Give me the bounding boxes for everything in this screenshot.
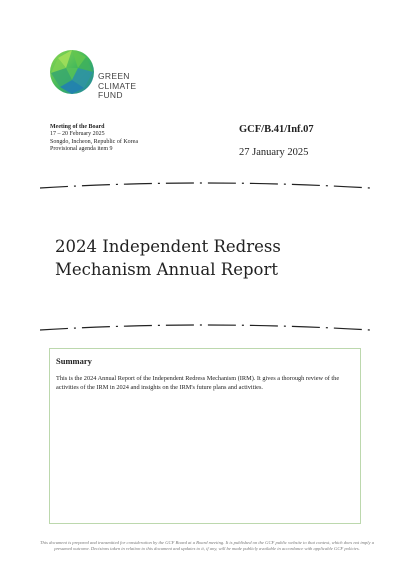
logo-line-3: FUND xyxy=(98,90,123,100)
document-date: 27 January 2025 xyxy=(239,147,309,158)
footer-disclaimer: This document is prepared and transmitted for consideration by the GCF Board at a Board meeting. It is published on the GCF public website to that context, which does not imply a presumed outcome. Decisions taken in relation to this document and updates to it, if any, will be made publicly available in accordance with applicable GCF policies. xyxy=(40,540,374,552)
meeting-location: Songdo, Incheon, Republic of Korea xyxy=(50,138,138,145)
logo-line-2: CLIMATE xyxy=(98,80,137,91)
document-id: GCF/B.41/Inf.07 xyxy=(239,124,314,135)
document-title xyxy=(55,235,281,281)
title-line-2: Mechanism Annual Report xyxy=(55,260,278,279)
green-climate-fund-logo-icon xyxy=(48,48,96,96)
summary-text: This is the 2024 Annual Report of the Independent Redress Mechanism (IRM). It gives a thorough review of the activities of the IRM in 2024 and insights on the IRM's future plans and activities. xyxy=(56,375,340,392)
meeting-title: Meeting of the Board xyxy=(50,124,105,130)
meeting-agenda: Provisional agenda item 9 xyxy=(50,145,113,152)
summary-heading: Summary xyxy=(56,356,92,366)
title-line-1: 2024 Independent Redress xyxy=(55,237,281,256)
meeting-info xyxy=(50,124,138,153)
top-divider xyxy=(38,180,372,194)
meeting-dates: 17 – 20 February 2025 xyxy=(50,131,105,138)
bottom-divider xyxy=(38,322,372,336)
logo-line-1: GREEN xyxy=(98,71,130,81)
logo-wordmark xyxy=(98,72,136,101)
